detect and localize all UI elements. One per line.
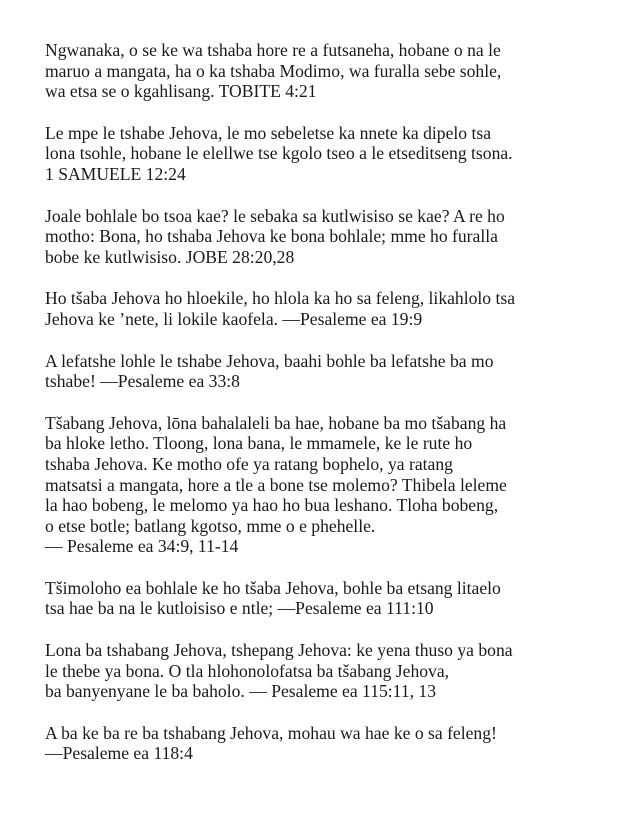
verse-pesaleme-115-11-13 [45,640,610,702]
verse-jobe-28-20-28 [45,206,610,268]
verse-1-samuele-12-24 [45,123,610,185]
verse-tobite-4-21 [45,40,610,102]
verse-line: Ngwanaka, o se ke wa tshaba hore re a futsaneha, hobane o na le [45,40,501,60]
verse-line: motho: Bona, ho tshaba Jehova ke bona bohlale; mme ho furalla [45,226,498,247]
verse-line: ba banyenyane le ba baholo. — Pesaleme ea 115:11, 13 [45,681,437,702]
verse-pesaleme-19-9 [45,288,610,329]
verse-pesaleme-111-10 [45,578,610,619]
verse-line: Ho tšaba Jehova ho hloekile, ho hlola ka ho sa feleng, likahlolo tsa [45,288,516,309]
verse-line: Joale bohlale bo tsoa kae? le sebaka sa kutlwisiso se kae? A re ho [45,205,505,226]
verse-line: matsatsi a mangata, hore a tle a bone tse molemo? Thibela leleme [45,474,507,495]
verse-line: A lefatshe lohle le tshabe Jehova, baahi bohle ba lefatshe ba mo [45,350,494,371]
verse-line: —Pesaleme ea 118:4 [45,743,193,764]
verse-line: bobe ke kutlwisiso. JOBE 28:20,28 [45,246,295,267]
verse-line: la hao bobeng, le melomo ya hao ho bua leshano. Tloha bobeng, [45,495,499,516]
verse-pesaleme-33-8 [45,351,610,392]
verse-line: 1 SAMUELE 12:24 [45,163,186,184]
verse-pesaleme-118-4 [45,723,610,764]
verse-line: Tšabang Jehova, lōna bahalaleli ba hae, hobane ba mo tšabang ha [45,412,507,433]
verse-line: Le mpe le tshabe Jehova, le mo sebeletse ka nnete ka dipelo tsa [45,122,492,143]
document-body [45,40,610,785]
verse-line: — Pesaleme ea 34:9, 11-14 [45,536,239,557]
verse-line: Tšimoloho ea bohlale ke ho tšaba Jehova, bohle ba etsang litaelo [45,577,501,598]
verse-line: lona tsohle, hobane le elellwe tse kgolo tseo a le etseditseng tsona. [45,143,513,164]
verse-line: ba hloke letho. Tloong, lona bana, le mmamele, ke le rute ho [45,433,473,454]
verse-line: A ba ke ba re ba tshabang Jehova, mohau wa hae ke o sa feleng! [45,722,497,743]
verse-line: tshaba Jehova. Ke motho ofe ya ratang bophelo, ya ratang [45,453,453,474]
verse-pesaleme-34-9-11-14 [45,413,610,557]
verse-line: le thebe ya bona. O tla hlohonolofatsa ba tšabang Jehova, [45,660,450,681]
verse-line: o etse botle; batlang kgotso, mme o e phehelle. [45,515,376,536]
verse-line: Lona ba tshabang Jehova, tshepang Jehova: ke yena thuso ya bona [45,640,513,661]
verse-line: tsa hae ba na le kutloisiso e ntle; —Pesaleme ea 111:10 [45,598,434,619]
verse-line: wa etsa se o kgahlisang. TOBITE 4:21 [45,81,317,102]
verse-line: tshabe! —Pesaleme ea 33:8 [45,371,240,392]
verse-line: Jehova ke ’nete, li lokile kaofela. —Pesaleme ea 19:9 [45,308,423,329]
verse-line: maruo a mangata, ha o ka tshaba Modimo, wa furalla sebe sohle, [45,60,502,81]
